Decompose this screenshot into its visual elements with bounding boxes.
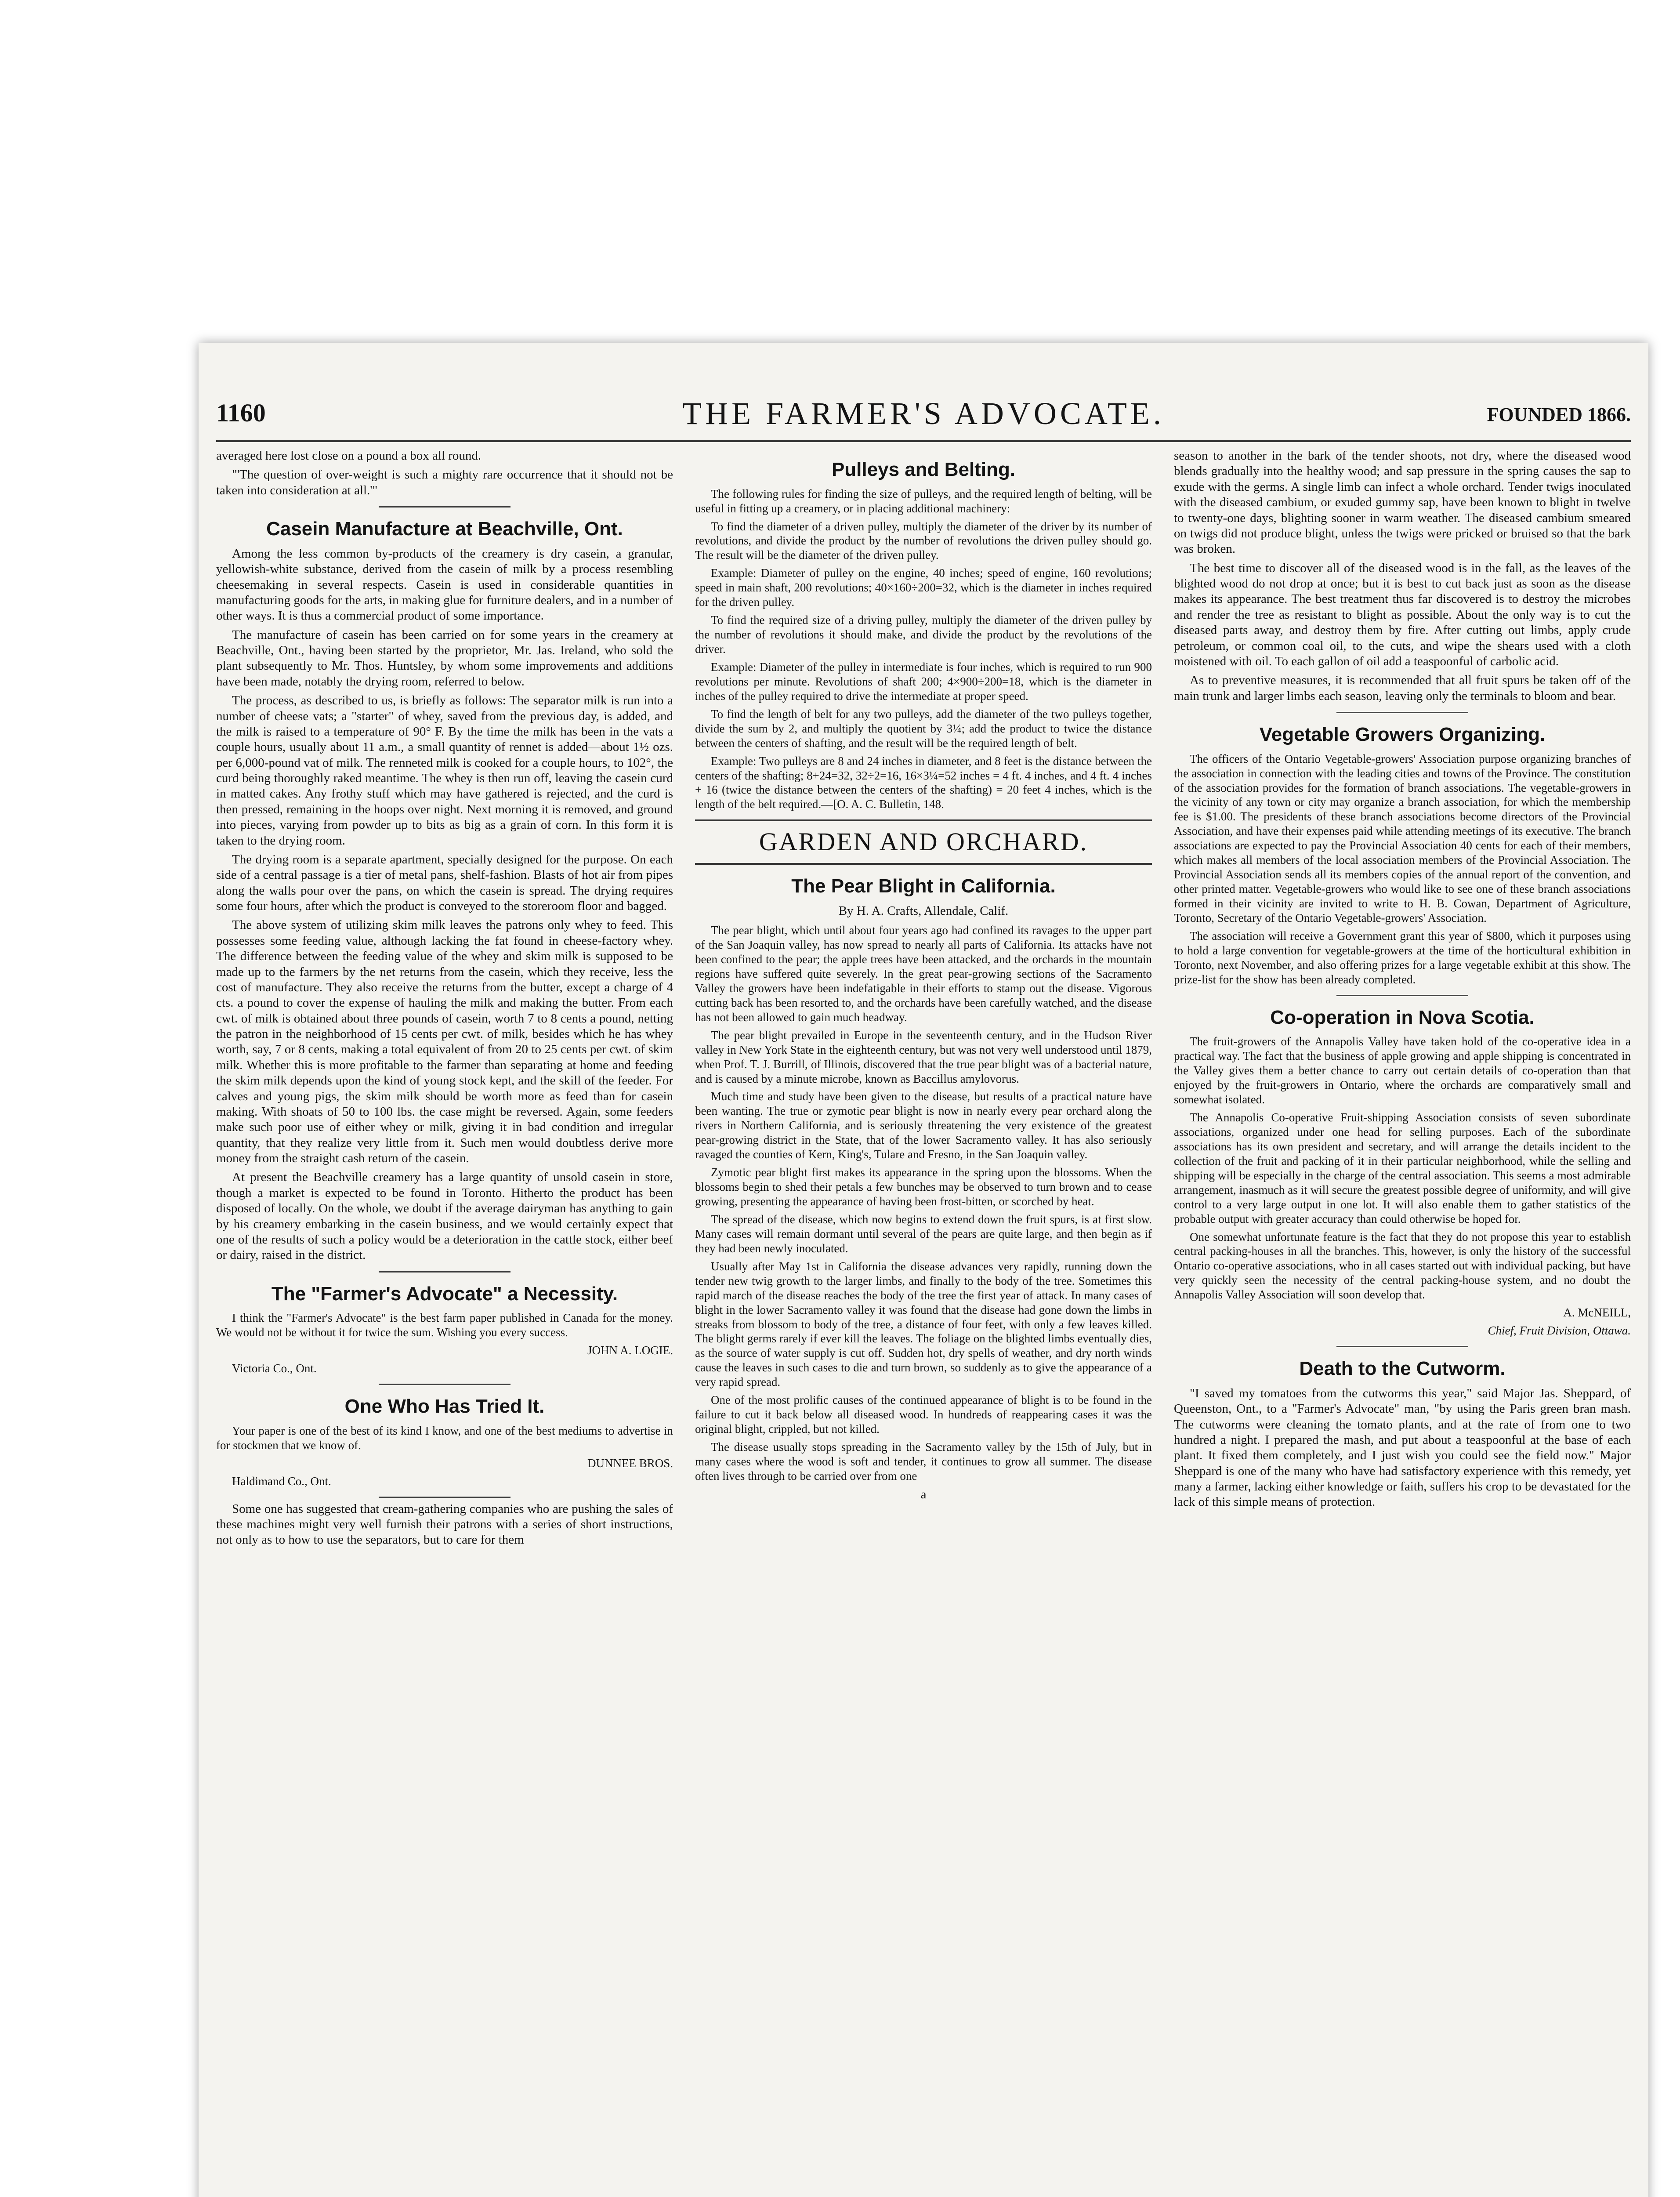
- pear-continuation: As to preventive measures, it is recommended that all fruit spurs be taken off of the main trunk and larger limbs each season, leaving only the terminals to bloom and bear.: [1174, 673, 1631, 703]
- nova-paragraph: The Annapolis Co-operative Fruit-shipping Association consists of seven subordinate associations, organized under one head for selling purposes. Each of the subordinate associations has its own president and secretary, and will arrange the details incident to the collection of the fruit and packing of it in their particular neighborhood, while the selling and shipping will be especially in the charge of the central association. This seems a most admirable arrangement, inasmuch as it will secure the greatest possible degree of uniformity, and will give control to a very large output in one lot. It will also enable them to gather statistics of the probable output with greater accuracy than could otherwise be hoped for.: [1174, 1111, 1631, 1225]
- tried-signature: DUNNEE BROS.: [587, 1456, 673, 1470]
- vegetable-paragraph: The association will receive a Government grant this year of $800, which it purposes using to hold a large convention for vegetable-growers at the time of the horticultural exhibition in Toronto, next November, and also offering prizes for a large vegetable exhibit at this show. The prize-list for the show has been already completed.: [1174, 929, 1631, 986]
- pear-paragraph: Zymotic pear blight first makes its appearance in the spring upon the blossoms. When the blossoms begin to shed their petals a few bunches may be observed to turn brown and to cease growing, presenting the appearance of having been frost-bitten, or scorched by heat.: [695, 1166, 1152, 1208]
- pear-byline: By H. A. Crafts, Allendale, Calif.: [838, 903, 1009, 918]
- divider: [1336, 1346, 1468, 1347]
- pulleys-heading: Pulleys and Belting.: [831, 459, 1016, 480]
- footer-mark: a: [920, 1487, 927, 1501]
- garden-orchard-banner: GARDEN AND ORCHARD.: [695, 819, 1152, 865]
- vegetable-heading: Vegetable Growers Organizing.: [1259, 724, 1546, 745]
- header-rule: [216, 440, 1631, 442]
- middle-column: [695, 448, 1152, 2197]
- tried-paragraph: Your paper is one of the best of its kind I know, and one of the best mediums to advertise in for stockmen that we know of.: [216, 1424, 673, 1452]
- nova-signature-title: Chief, Fruit Division, Ottawa.: [1488, 1324, 1631, 1338]
- right-column: [1174, 448, 1631, 2197]
- cutworm-paragraph: "I saved my tomatoes from the cutworms this year," said Major Jas. Sheppard, of Queenston, Ont., to a "Farmer's Advocate" man, "by using the Paris green bran mash. The cutworms were cleaning the tomato plants, and at the rate of from one to two hundred a night. I prepared the mash, and put about a teaspoonful at the base of each plant. It fixed them completely, and I just wish you could see the field now." Major Sheppard is one of the many who have had satisfactory experience with this remedy, yet many a farmer, lacking either knowledge or faith, suffers his crop to be devastated for the lack of this simple means of protection.: [1174, 1386, 1631, 1509]
- necessity-signature: JOHN A. LOGIE.: [587, 1344, 673, 1357]
- left-column: [216, 448, 673, 2197]
- pear-paragraph: The pear blight, which until about four years ago had confined its ravages to the upper part of the San Joaquin valley, has now spread to nearly all parts of California. Its attacks have not been confined to the pear; the apple trees have been attacked, and the orchards in the mountain regions have suffered quite severely. In the great pear-growing sections of the Sacramento Valley the growers have been indefatigable in their efforts to stamp out the disease. Vigorous cutting back has been resorted to, and the orchards have been carefully watched, and the disease has not been allowed to gain much headway.: [695, 924, 1152, 1024]
- pear-paragraph: Usually after May 1st in California the disease advances very rapidly, running down the tender new twig growth to the larger limbs, and finally to the body of the tree. Sometimes this rapid march of the disease reaches the body of the tree the first year of attack. In many cases of blight in the lower Sacramento valley it was found that the disease had gone down the limbs in streaks from blossom to body of the tree, a distance of four feet, with only a few leaves killed. The blight germs rarely if ever kill the leaves. The foliage on the blighted limbs eventually dies, as the source of water supply is cut off. Sudden hot, dry spells of weather, and dry north winds cause the leaves in such cases to die and turn brown, so suddenly as to give the appearance of a very rapid spread.: [695, 1259, 1152, 1389]
- pear-paragraph: The spread of the disease, which now begins to extend down the fruit spurs, is at first slow. Many cases will remain dormant until several of the pears are quite large, and then begin as if they had been newly inoculated.: [695, 1212, 1152, 1255]
- necessity-paragraph: I think the "Farmer's Advocate" is the best farm paper published in Canada for the money. We would not be without it for twice the sum. Wishing you every success.: [216, 1311, 673, 1339]
- masthead-title: THE FARMER'S ADVOCATE.: [682, 396, 1165, 431]
- divider: [379, 1497, 511, 1498]
- pulleys-paragraph: To find the length of belt for any two pulleys, add the diameter of the two pulleys together, divide the sum by 2, and multiply the quotient by 3¼; add the product to twice the distance between the centers of shafting, and the result will be the required length of belt.: [695, 707, 1152, 750]
- nova-signature: A. McNEILL,: [1563, 1306, 1631, 1320]
- casein-heading: Casein Manufacture at Beachville, Ont.: [266, 518, 623, 540]
- necessity-heading: The "Farmer's Advocate" a Necessity.: [271, 1283, 618, 1305]
- casein-paragraph: At present the Beachville creamery has a large quantity of unsold casein in store, though a market is expected to be found in Toronto. Hitherto the product has been disposed of locally. On the whole, we doubt if the average dairyman has anything to gain by his creamery embarking in the casein business, and we would certainly expect that one of the results of such a policy would be a deterioration in the cattle stock, either beef or dairy, raised in the district.: [216, 1170, 673, 1262]
- pear-paragraph: The pear blight prevailed in Europe in the seventeenth century, and in the Hudson River valley in New York State in the eighteenth century, but was not very well understood until 1879, when Prof. T. J. Burrill, of Illinois, discovered that the true pear blight was of a bacterial nature, and is caused by a minute microbe, known as Baccillus amylovorus.: [695, 1028, 1152, 1085]
- divider: [1336, 995, 1468, 996]
- page-header: [216, 395, 1631, 435]
- cutworm-heading: Death to the Cutworm.: [1299, 1358, 1506, 1380]
- divider: [379, 506, 511, 508]
- casein-paragraph: The above system of utilizing skim milk leaves the patrons only whey to feed. This possesses some feeding value, although lacking the fat found in cheese-factory whey. The difference between the feeding value of the whey and skim milk is supposed to be made up to the farmers by the net returns from the casein, which they receive, less the cost of manufacture. They also receive the returns from the butter, except a charge of 4 cts. a pound to cover the expense of hauling the milk and making the butter. From each cwt. of milk is obtained about three pounds of casein, worth 7 to 8 cents a pound, netting the patron in the neighborhood of 15 cents per cwt. of milk, besides which he has whey worth, say, 7 or 8 cents, making a total equivalent of from 20 to 25 cents per cwt. of skim milk. Whether this is more profitable to the farmer than separating at home and feeding the skim milk depends upon the kind of young stock kept, and the skill of the feeder. For calves and young pigs, the skim milk should be worth more as feed than for casein making. With shoats of 50 to 100 lbs. the case might be reversed. Again, some feeders make such poor use of either whey or milk, giving it in bad condition and irregular quantity, that they realize very little from it. Such men would doubtless derive more money from the straight cash return of the casein.: [216, 918, 673, 1166]
- intro-paragraph: averaged here lost close on a pound a box all round.: [216, 449, 482, 463]
- divider: [379, 1271, 511, 1273]
- pear-paragraph: The disease usually stops spreading in the Sacramento valley by the 15th of July, but in many cases where the wood is soft and tender, it continues to grow all summer. The disease often lives through to be carried over from one: [695, 1440, 1152, 1483]
- newspaper-page: [199, 343, 1648, 2197]
- nova-heading: Co-operation in Nova Scotia.: [1270, 1006, 1535, 1028]
- tried-location: Haldimand Co., Ont.: [232, 1474, 331, 1488]
- divider: [379, 1384, 511, 1385]
- nova-paragraph: The fruit-growers of the Annapolis Valley have taken hold of the co-operative idea in a practical way. The fact that the business of apple growing and apple shipping is concentrated in the Valley gives them a better chance to carry out certain details of co-operation than that enjoyed by the fruit-growers in Ontario, where the orchards are comparatively small and somewhat isolated.: [1174, 1035, 1631, 1106]
- casein-paragraph: The process, as described to us, is briefly as follows: The separator milk is run into a number of cheese vats; a "starter" of whey, saved from the previous day, is added, and the milk is raised to a temperature of 90° F. By the time the milk has been in the vats a couple hours, usually about 11 a.m., a small quantity of rennet is added—about 1½ ozs. per 6,000-pound vat of milk. The renneted milk is cooked for a couple hours, to 102°, the curd being thoroughly raked meantime. The whey is then run off, leaving the casein curd in matted cakes. Any frothy stuff which may have gathered is rejected, and the curd is then pressed, remaining in the hoops over night. Next morning it is removed, and ground into pieces, varying from powder up to bits as big as a grain of corn. In this form it is taken to the drying room.: [216, 693, 673, 848]
- founded-label: FOUNDED 1866.: [1487, 404, 1631, 425]
- necessity-location: Victoria Co., Ont.: [232, 1362, 317, 1375]
- nova-paragraph: One somewhat unfortunate feature is the fact that they do not propose this year to establish central packing-houses in all the branches. This, however, is only the history of the successful Ontario co-operative associations, who in all cases started out with individual packing, but have very quickly seen the necessity of the central packing-house system, and no doubt the Annapolis Valley Association will soon develop that.: [1174, 1230, 1631, 1302]
- page-number: 1160: [216, 399, 266, 427]
- article-columns: [216, 448, 1631, 2197]
- pulleys-paragraph: The following rules for finding the size of pulleys, and the required length of belting, will be useful in fitting up a creamery, or in placing additional machinery:: [695, 487, 1152, 515]
- pulleys-paragraph: Example: Diameter of the pulley in intermediate is four inches, which is required to run 900 revolutions per minute. Revolutions of shaft 200; 4×900÷200=18, which is the diameter in inches of the pulley required to drive the intermediate at proper speed.: [695, 660, 1152, 703]
- pear-paragraph: One of the most prolific causes of the continued appearance of blight is to be found in the failure to cut it back below all diseased wood. In hundreds of reappearing cases it was the original blight, crippled, but not killed.: [695, 1393, 1152, 1436]
- pear-continuation: The best time to discover all of the diseased wood is in the fall, as the leaves of the blighted wood do not drop at once; but it is best to cut back just as soon as the disease makes its appearance. The best treatment thus far discovered is to destroy the microbes and render the tree as resistant to blight as possible. About the only way is to cut the diseased parts away, and destroy them by fire. After cutting out limbs, apply crude petroleum, or common coal oil, to the cuts, and wipe the shears used with a cloth moistened with oil. To each gallon of oil add a teaspoonful of carbolic acid.: [1174, 561, 1631, 668]
- casein-paragraph: The drying room is a separate apartment, specially designed for the purpose. On each side of a central passage is a tier of metal pans, shelf-fashion. Blasts of hot air from pipes along the walls pour over the pans, on which the casein is spread. The drying requires some four hours, after which the product is conveyed to the storeroom floor and bagged.: [216, 852, 673, 914]
- divider: [1336, 712, 1468, 713]
- vegetable-paragraph: The officers of the Ontario Vegetable-growers' Association purpose organizing branches of the association in connection with the leading cities and towns of the Province. The constitution of the association provides for the formation of branch associations. The vegetable-growers in the vicinity of any town or city may organize a branch association, for which the membership fee is $1.00. The presidents of these branch associations become directors of the Provincial Association, and have their expenses paid while attending meetings of its executive. The branch associations are expected to pay the Provincial Association 40 cents for each of their members, which makes all members of the local association members of the Provincial Association. The Provincial Association sends all its members copies of the annual report of the convention, and other printed matter. Vegetable-growers who would like to see one of these branch associations formed in their vicinity are invited to write to H. B. Cowan, Department of Agriculture, Toronto, Secretary of the Ontario Vegetable-growers' Association.: [1174, 752, 1631, 924]
- pear-continuation: season to another in the bark of the tender shoots, not dry, where the diseased wood blends gradually into the healthy wood; and sap pressure in the spring causes the sap to exude with the germs. A single limb can infect a whole orchard. Tender twigs inoculated with the diseased cambium, or exuded gummy sap, have been known to blight in twelve to twenty-one days, blighting sooner in warm weather. The diseased cambium smeared on twigs did not produce blight, unless the twigs were pricked or bruised so that the bark was broken.: [1174, 449, 1631, 556]
- pulleys-paragraph: Example: Diameter of pulley on the engine, 40 inches; speed of engine, 160 revolutions; speed in main shaft, 200 revolutions; 40×160÷200=32, which is the diameter in inches required for the driven pulley.: [695, 566, 1152, 609]
- casein-paragraph: The manufacture of casein has been carried on for some years in the creamery at Beachville, Ont., having been started by the proprietor, Mr. Jas. Ireland, who sold the plant subsequently to Mr. Thos. Huntsley, by whom some improvements and additions have been made, notably the drying room, referred to below.: [216, 627, 673, 689]
- pulleys-paragraph: To find the diameter of a driven pulley, multiply the diameter of the driver by its number of revolutions, and divide the product by the number of revolutions the driven pulley should go. The result will be the diameter of the driven pulley.: [695, 519, 1152, 562]
- pear-heading: The Pear Blight in California.: [791, 875, 1056, 897]
- casein-paragraph: Among the less common by-products of the creamery is dry casein, a granular, yellowish-white substance, derived from the casein of milk by a process resembling cheesemaking in several respects. Casein is used in considerable quantities in manufacturing goods for the arts, in making glue for furniture dealers, and in a number of other ways. It is thus a commercial product of some importance.: [216, 546, 673, 623]
- tried-heading: One Who Has Tried It.: [344, 1396, 545, 1418]
- pulleys-paragraph: Example: Two pulleys are 8 and 24 inches in diameter, and 8 feet is the distance between the centers of the shafting; 8+24=32, 32÷2=16, 16×3¼=52 inches = 4 ft. 4 inches, and 4 ft. 4 inches + 16 (twice the distance between the centers of the shafting) = 20 feet 4 inches, which is the length of the belt required.—[O. A. C. Bulletin, 148.: [695, 754, 1152, 811]
- closing-paragraph: Some one has suggested that cream-gathering companies who are pushing the sales of these machines might very well furnish their patrons with a series of short instructions, not only as to how to use the separators, but to care for them: [216, 1501, 673, 1547]
- intro-quote: "'The question of over-weight is such a mighty rare occurrence that it should not be taken into consideration at all.'": [216, 468, 673, 497]
- pulleys-paragraph: To find the required size of a driving pulley, multiply the diameter of the driven pulley by the number of revolutions it should make, and divide the product by the revolutions of the driver.: [695, 613, 1152, 656]
- pear-paragraph: Much time and study have been given to the disease, but results of a practical nature have been wanting. The true or zymotic pear blight is now in nearly every pear orchard along the rivers in Northern California, and is seriously threatening the very existence of the greatest pear-growing district in the State, that of the lower Sacramento valley. It has also seriously ravaged the counties of Kern, King's, Tulare and Fresno, in the San Joaquin valley.: [695, 1090, 1152, 1161]
